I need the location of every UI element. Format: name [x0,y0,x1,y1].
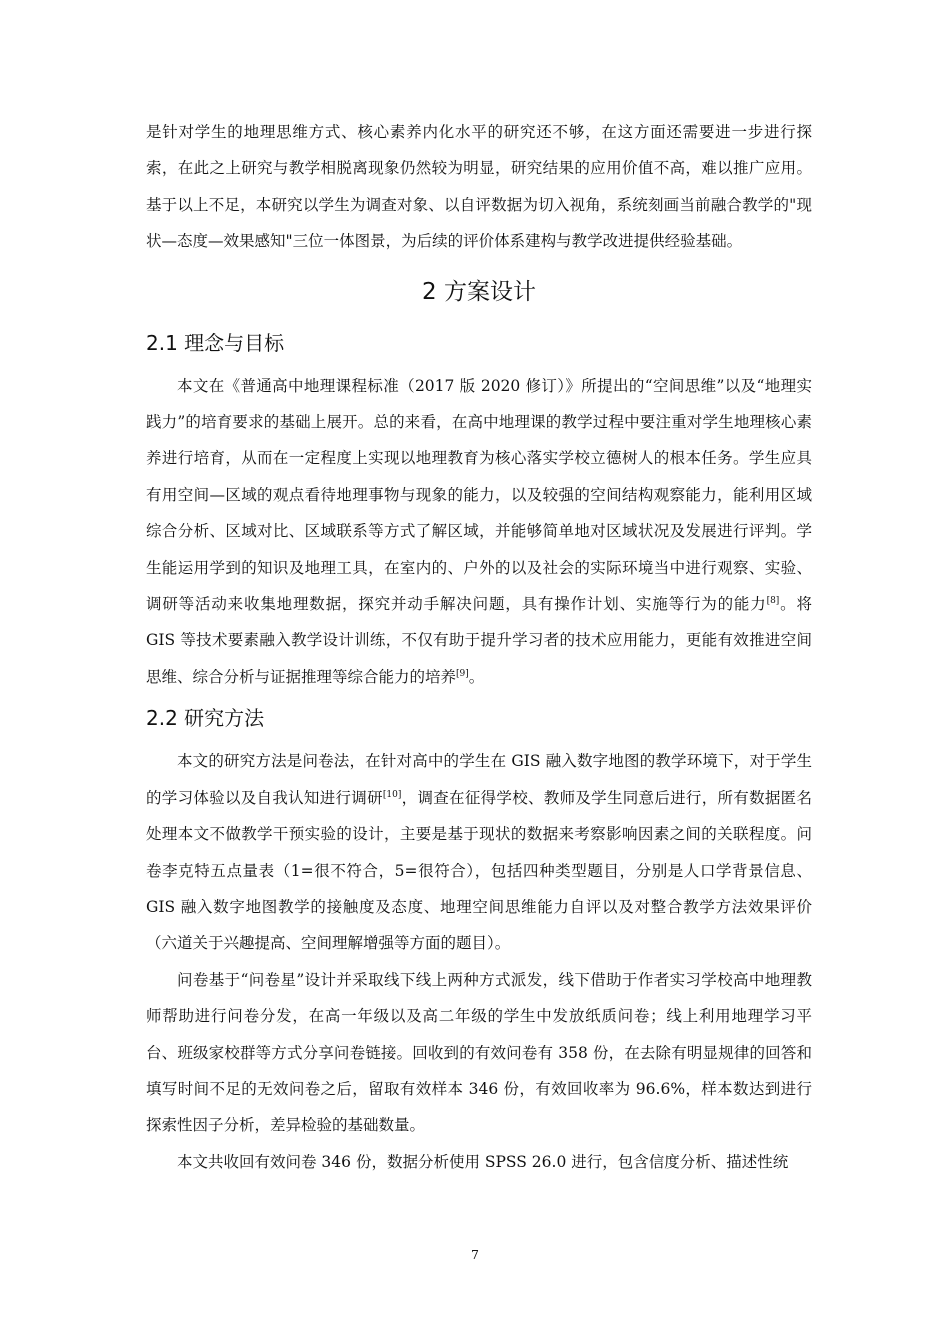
citation-8: [8] [766,595,780,606]
section-title-2-1: 2.1 理念与目标 [146,330,285,355]
paragraph-text: 本文的研究方法是问卷法，在针对高中的学生在 GIS 融入数字地图的教学环境下，对于学生的学习体验以及自我认知进行调研 [146,752,812,807]
paragraph-text: 。 [468,667,485,686]
citation-10: [10] [382,789,402,800]
paragraph-text: 。将 GIS 等技术要素融入教学设计训练，不仅有助于提升学习者的技术应用能力，更能有效推进空间思维、综合分析与证据推理等综合能力的培养 [146,595,812,686]
section-2-1-paragraph [146,368,812,696]
page-body [146,114,812,1180]
section-2-2-paragraph-1 [146,743,812,961]
section-title-2-2: 2.2 研究方法 [146,706,265,731]
citation-9: [9] [456,668,469,679]
page-number: 7 [471,1247,479,1262]
chapter-title: 2 方案设计 [422,278,536,305]
paragraph-text: ，调查在征得学校、教师及学生同意后进行，所有数据匿名处理本文不做教学干预实验的设计，主要是基于现状的数据来考察影响因素之间的关联程度。问卷李克特五点量表（1=很不符合，5=很符合），包括四种类型题目，分别是人口学背景信息、GIS 融入数字地图教学的接触度及态度、地理空间思维能力自评以及对整合教学方法效果评价（六道关于兴趣提高、空间理解增强等方面的题目）。 [146,788,812,953]
paragraph-text: 本文在《普通高中地理课程标准（2017 版 2020 修订）》所提出的“空间思维”以及“地理实践力”的培育要求的基础上展开。总的来看，在高中地理课的教学过程中要注重对学生地理核心素养进行培育，从而在一定程度上实现以地理教育为核心落实学校立德树人的根本任务。学生应具有用空间—区域的观点看待地理事物与现象的能力，以及较强的空间结构观察能力，能利用区域综合分析、区域对比、区域联系等方式了解区域，并能够简单地对区域状况及发展进行评判。学生能运用学到的知识及地理工具，在室内的、户外的以及社会的实际环境当中进行观察、实验、调研等活动来收集地理数据，探究并动手解决问题，具有操作计划、实施等行为的能力 [146,376,812,614]
section-2-2-paragraph-3: 本文共收回有效问卷 346 份，数据分析使用 SPSS 26.0 进行，包含信度分析、描述性统 [177,1152,789,1171]
section-2-2-paragraph-2: 问卷基于“问卷星”设计并采取线下线上两种方式派发，线下借助于作者实习学校高中地理教师帮助进行问卷分发，在高一年级以及高二年级的学生中发放纸质问卷；线上利用地理学习平台、班级家校群等方式分享问卷链接。回收到的有效问卷有 358 份，在去除有明显规律的回答和填写时间不足的无效问卷之后，留取有效样本 346 份，有效回收率为 96.6%，样本数达到进行探索性因子分析，差异检验的基础数量。 [146,970,812,1135]
intro-paragraph: 是针对学生的地理思维方式、核心素养内化水平的研究还不够，在这方面还需要进一步进行探索，在此之上研究与教学相脱离现象仍然较为明显，研究结果的应用价值不高，难以推广应用。基于以上不足，本研究以学生为调查对象、以自评数据为切入视角，系统刻画当前融合教学的"现状—态度—效果感知"三位一体图景，为后续的评价体系建构与教学改进提供经验基础。 [146,123,812,251]
